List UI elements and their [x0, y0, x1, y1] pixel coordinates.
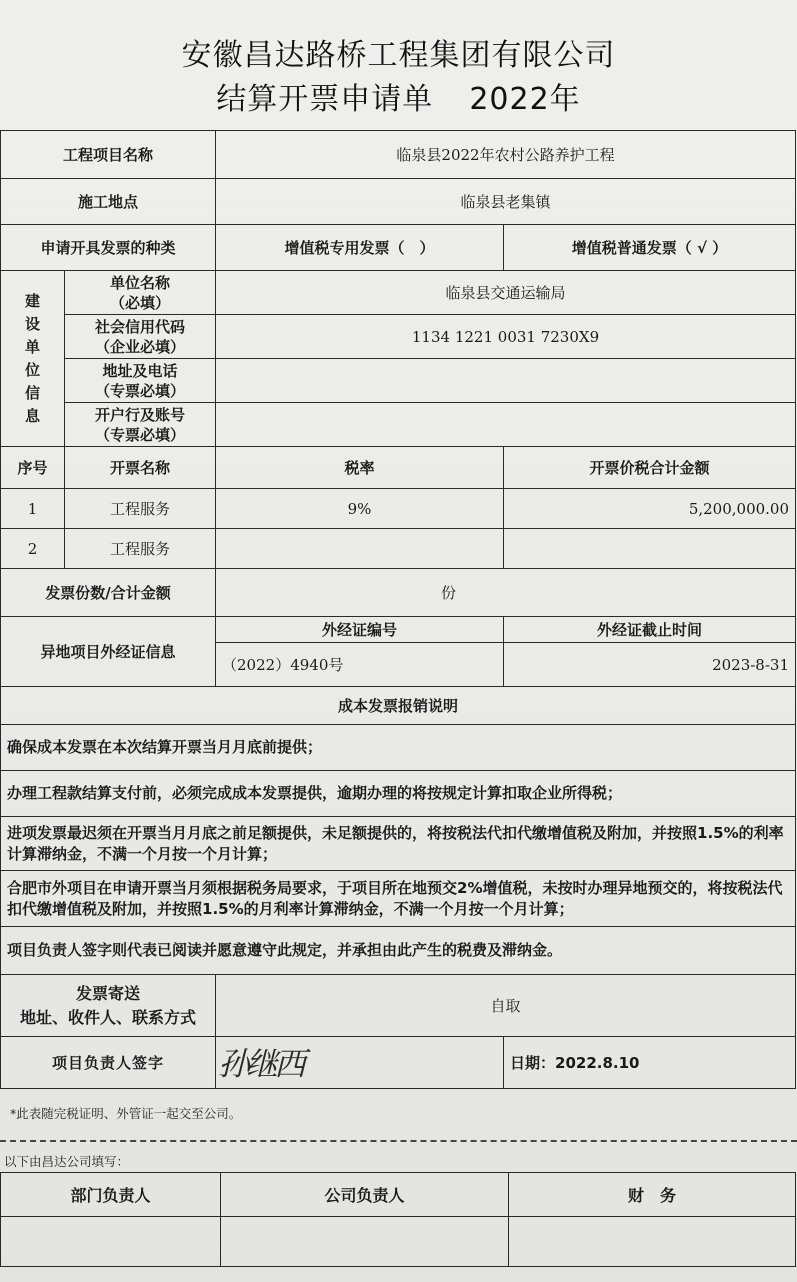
sign-date: 日期：2022.8.10 [504, 1037, 796, 1089]
cost-note-row [1, 927, 796, 975]
finance-label: 财 务 [509, 1173, 796, 1217]
col-header-no: 序号 [1, 447, 65, 489]
site-row [1, 179, 796, 225]
permit-number-label: 外经证编号 [216, 617, 504, 643]
site-label: 施工地点 [1, 179, 216, 225]
item-amount: 5,200,000.00 [504, 489, 796, 529]
finance-sign-cell [509, 1217, 796, 1267]
address-row [1, 359, 796, 403]
approval-table [0, 1172, 796, 1267]
bank-label-text: 开户行及账号 [95, 405, 186, 424]
cost-note-row [1, 871, 796, 927]
item-amount [504, 529, 796, 569]
table-row [1, 489, 796, 529]
bank-note: （专票必填） [95, 425, 186, 444]
builder-label-char: 建 [24, 291, 40, 310]
table-row [1, 529, 796, 569]
credit-code-label [65, 315, 216, 359]
address-label [65, 359, 216, 403]
cost-notes-title: 成本发票报销说明 [1, 687, 796, 725]
site-value: 临泉县老集镇 [216, 179, 796, 225]
signature-cell [216, 1037, 504, 1089]
project-name-value: 临泉县2022年农村公路养护工程 [216, 131, 796, 179]
credit-code-label-text: 社会信用代码 [95, 317, 186, 336]
delivery-row [1, 975, 796, 1037]
builder-label-char: 信 [24, 383, 40, 402]
items-header-row [1, 447, 796, 489]
col-header-name: 开票名称 [65, 447, 216, 489]
bank-value [216, 403, 796, 447]
unit-name-label-text: 单位名称 [110, 273, 171, 292]
credit-code-row [1, 315, 796, 359]
permit-deadline-value: 2023-8-31 [504, 643, 796, 687]
bank-row [1, 403, 796, 447]
vat-special-option: 增值税专用发票（ ） [216, 225, 504, 271]
item-name: 工程服务 [65, 489, 216, 529]
credit-code-note: （企业必填） [95, 337, 186, 356]
item-no: 1 [1, 489, 65, 529]
cost-note-2: 办理工程款结算支付前，必须完成成本发票提供，逾期办理的将按规定计算扣取企业所得税； [1, 771, 796, 817]
invoice-type-label: 申请开具发票的种类 [1, 225, 216, 271]
cost-note-row [1, 817, 796, 871]
count-unit: 份 [216, 569, 796, 617]
dept-head-sign-cell [1, 1217, 221, 1267]
cost-note-row [1, 771, 796, 817]
project-name-row [1, 131, 796, 179]
address-label-text: 地址及电话 [102, 361, 178, 380]
delivery-value: 自取 [216, 975, 796, 1037]
address-value [216, 359, 796, 403]
company-fill-note: 以下由昌达公司填写： [4, 1154, 130, 1169]
permit-number-value: （2022）4940号 [216, 643, 504, 687]
invoice-type-row [1, 225, 796, 271]
builder-info-group-label [1, 271, 65, 447]
builder-label-char: 息 [24, 406, 40, 425]
sign-label: 项目负责人签字 [1, 1037, 216, 1089]
delivery-label-line1: 发票寄送 [76, 983, 141, 1003]
count-label: 发票份数/合计金额 [1, 569, 216, 617]
cost-notes-title-row [1, 687, 796, 725]
delivery-label [1, 975, 216, 1037]
form-year: 2022年 [469, 82, 581, 117]
summary-row [1, 569, 796, 617]
credit-code-value: 1134 1221 0031 7230X9 [216, 315, 796, 359]
project-name-label: 工程项目名称 [1, 131, 216, 179]
builder-label-char: 设 [24, 314, 40, 333]
application-form-table [0, 130, 796, 1089]
item-no: 2 [1, 529, 65, 569]
approval-header-row [1, 1173, 796, 1217]
bank-label [65, 403, 216, 447]
unit-name-row [1, 271, 796, 315]
company-title: 安徽昌达路桥工程集团有限公司 [181, 38, 616, 73]
vat-normal-option: 增值税普通发票（ √ ） [504, 225, 796, 271]
company-head-sign-cell [221, 1217, 509, 1267]
form-title-line [0, 74, 797, 118]
cost-note-1: 确保成本发票在本次结算开票当月月底前提供； [1, 725, 796, 771]
permit-label: 异地项目外经证信息 [1, 617, 216, 687]
address-note: （专票必填） [95, 381, 186, 400]
cut-line-divider [0, 1140, 797, 1142]
unit-name-note: （必填） [110, 293, 171, 312]
builder-label-char: 位 [24, 360, 40, 379]
unit-name-label [65, 271, 216, 315]
cost-note-row [1, 725, 796, 771]
cost-note-5: 项目负责人签字则代表已阅读并愿意遵守此规定，并承担由此产生的税费及滞纳金。 [1, 927, 796, 975]
cost-note-4: 合肥市外项目在申请开票当月须根据税务局要求，于项目所在地预交2%增值税，未按时办理异地预交的，将按税法代扣代缴增值税及附加，并按照1.5%的月利率计算滞纳金，不满一个月按一个月计算； [1, 871, 796, 927]
company-head-label: 公司负责人 [221, 1173, 509, 1217]
delivery-label-line2: 地址、收件人、联系方式 [20, 1007, 197, 1027]
permit-deadline-label: 外经证截止时间 [504, 617, 796, 643]
item-rate [216, 529, 504, 569]
dept-head-label: 部门负责人 [1, 1173, 221, 1217]
cost-note-3: 进项发票最迟须在开票当月月底之前足额提供，未足额提供的，将按税法代扣代缴增值税及附加，并按照1.5%的利率计算滞纳金，不满一个月按一个月计算； [1, 817, 796, 871]
col-header-rate: 税率 [216, 447, 504, 489]
permit-header-row [1, 617, 796, 643]
approval-sign-row [1, 1217, 796, 1267]
signature-row [1, 1037, 796, 1089]
footer-note: *此表随完税证明、外管证一起交至公司。 [10, 1106, 242, 1121]
item-name: 工程服务 [65, 529, 216, 569]
unit-name-value: 临泉县交通运输局 [216, 271, 796, 315]
col-header-amount: 开票价税合计金额 [504, 447, 796, 489]
handwritten-signature: 孙继西 [218, 1045, 303, 1083]
form-title: 结算开票申请单 [216, 82, 434, 117]
item-rate: 9% [216, 489, 504, 529]
builder-label-char: 单 [24, 337, 40, 356]
